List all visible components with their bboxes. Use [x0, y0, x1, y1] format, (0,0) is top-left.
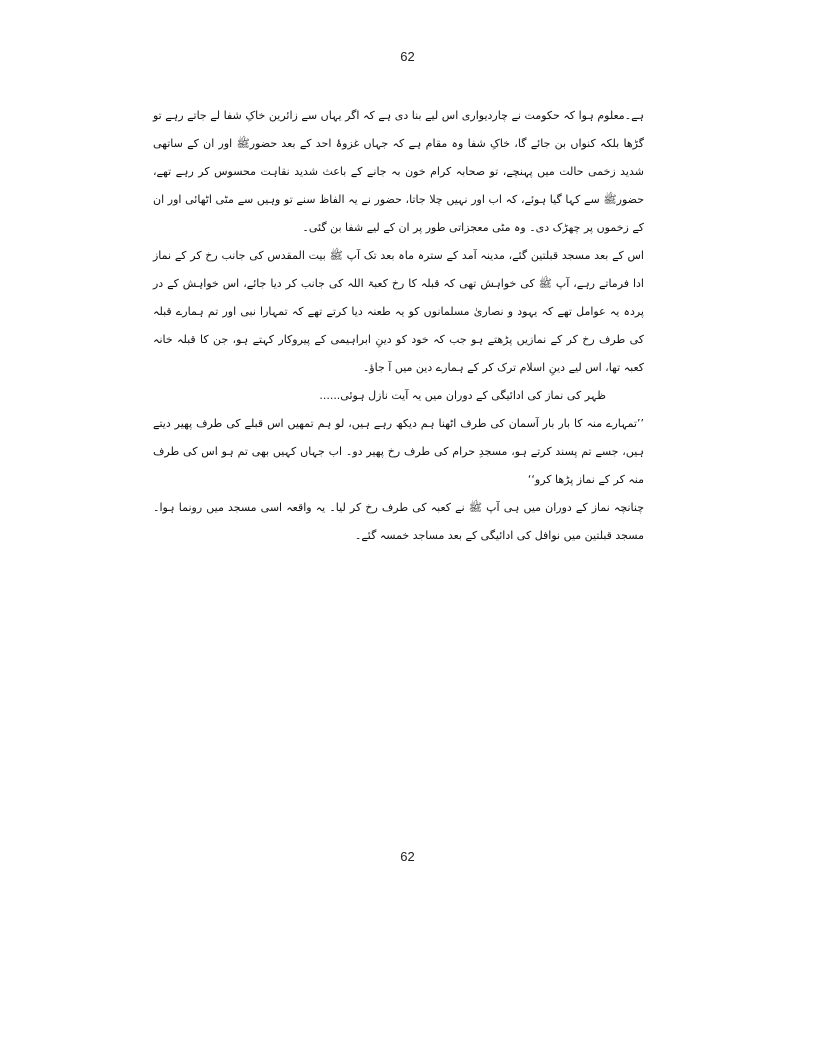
paragraph-khak-e-shifa: ہے۔معلوم ہوا کہ حکومت نے چاردیواری اس لیے بنا دی ہے کہ اگر یہاں سے زائرین خاکِ شفا لے جاتے رہے تو گڑھا بلکہ کنواں بن جائے گا، خاکِ شفا وہ مقام ہے کہ جہاں غزوۂ احد کے بعد حضورﷺ اور ان کے ساتھی شدید زخمی حالت میں پہنچے، تو صحابہ کرام خون بہ جانے کے باعث شدید نقاہت محسوس کر رہے تھے، حضورﷺ سے کہا گیا ہوئے، کہ اب اور نہیں چلا جاتا، حضور نے یہ الفاظ سنے تو وہیں سے مٹی اٹھائی اور ان کے زخموں پر چھڑک دی۔ وہ مٹی معجزاتی طور پر ان کے لیے شفا بن گئی۔: [153, 109, 644, 234]
document-body: [153, 102, 644, 550]
paragraph-ayat-intro: ظہر کی نماز کی ادائیگی کے دوران میں یہ آیت نازل ہوئی......: [319, 389, 606, 402]
page-number-top: 62: [400, 49, 415, 64]
paragraph-quran-quote: ’’تمہارے منہ کا بار بار آسمان کی طرف اٹھنا ہم دیکھ رہے ہیں، لو ہم تمھیں اس قبلے کی طرف پھیر دیتے ہیں، جسے تم پسند کرتے ہو، مسجدِ حرام کی طرف رخ پھیر دو۔ اب جہاں کہیں بھی تم ہو اس کی طرف منہ کر کے نماز پڑھا کرو‘‘: [153, 417, 644, 486]
page-number-bottom: 62: [400, 849, 415, 864]
paragraph-masjid-qiblatain: اس کے بعد مسجد قبلتین گئے، مدینہ آمد کے سترہ ماہ بعد تک آپ ﷺ بیت المقدس کی جانب رخ کر کے نماز ادا فرماتے رہے، آپ ﷺ کی خواہش تھی کہ قبلہ کا رخ کعبۃ اللہ کی جانب کر دیا جائے، اس خواہش کے در پردہ یہ عوامل تھے کہ یہود و نصاریٰ مسلمانوں کو یہ طعنہ دیا کرتے تھے کہ تمہارا نبی اور تم ہمارے قبلہ کی طرف رخ کر کے نمازیں پڑھتے ہو جب کہ خود کو دینِ ابراہیمی کے پیروکار کہتے ہو، جن کا قبلہ خانہ کعبہ تھا، اس لیے دینِ اسلام ترک کر کے ہمارے دین میں آ جاؤ۔: [153, 249, 644, 374]
paragraph-qibla-change: چنانچہ نماز کے دوران میں ہی آپ ﷺ نے کعبہ کی طرف رخ کر لیا۔ یہ واقعہ اسی مسجد میں رونما ہوا۔ مسجد قبلتین میں نوافل کی ادائیگی کے بعد مساجد خمسہ گئے۔: [153, 501, 644, 542]
